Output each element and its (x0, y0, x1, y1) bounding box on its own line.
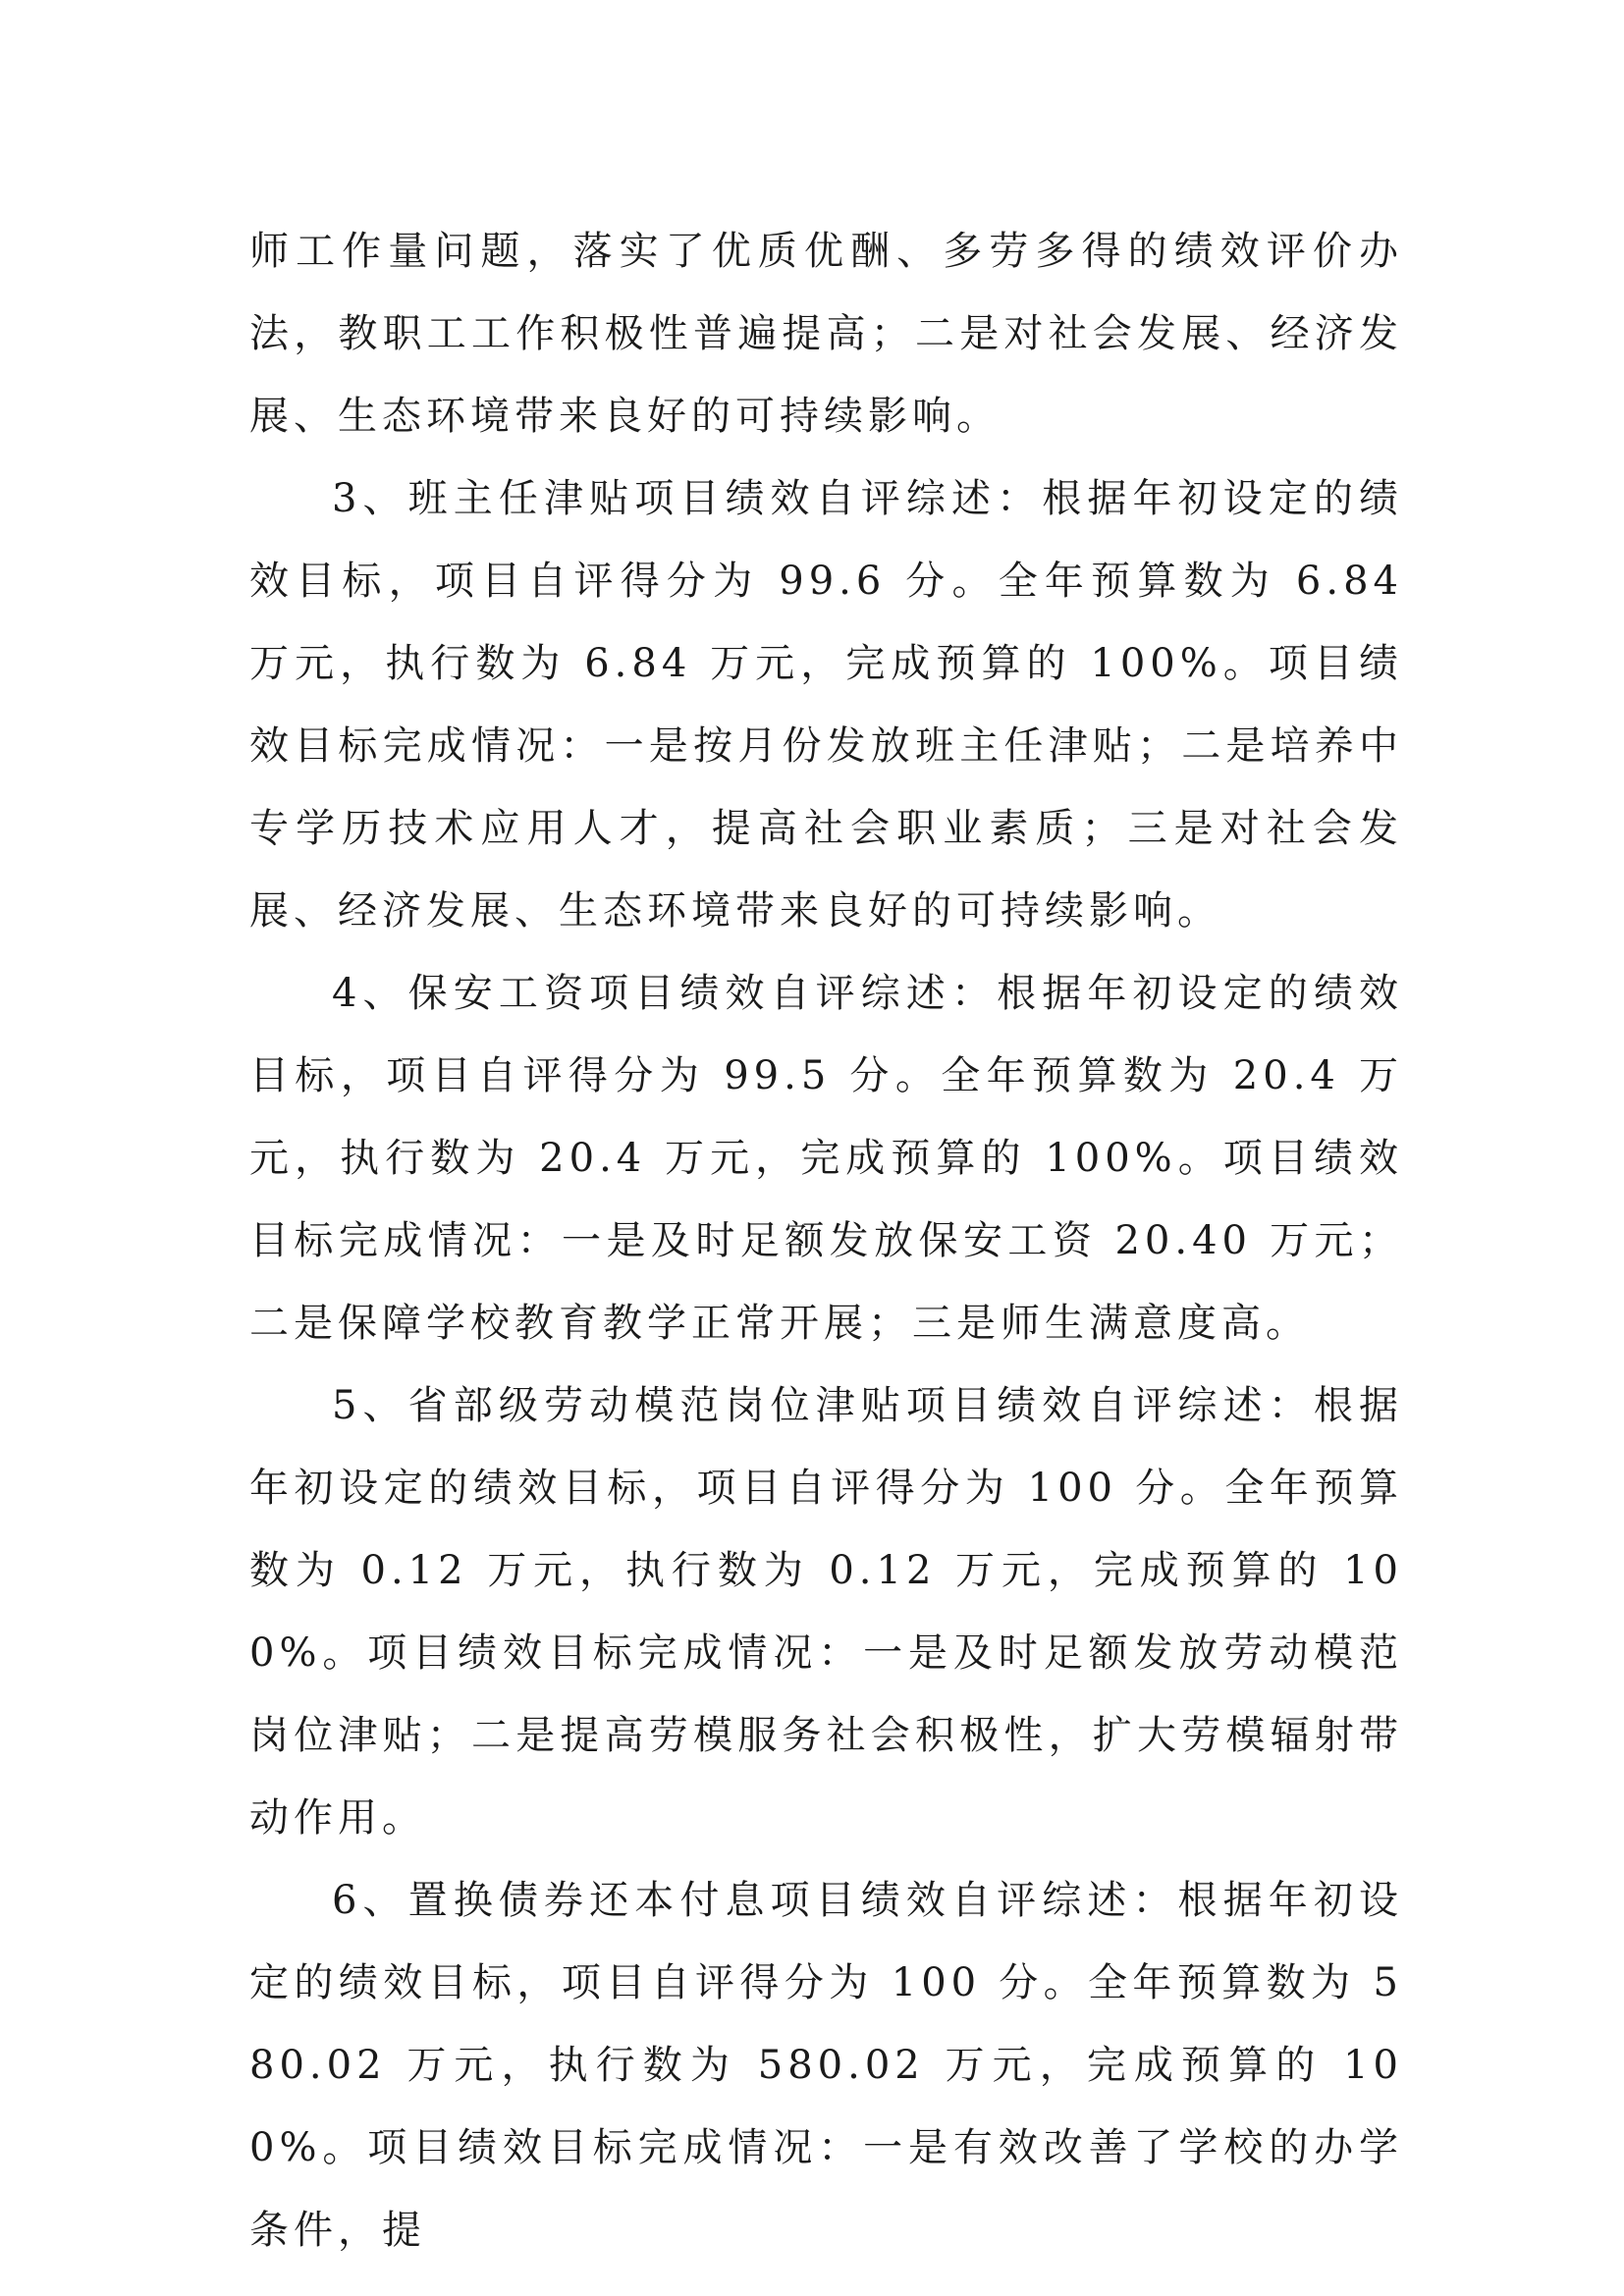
paragraph-item-6: 6、置换债券还本付息项目绩效自评综述：根据年初设定的绩效目标，项目自评得分为 100 分。全年预算数为 580.02 万元，执行数为 580.02 万元，完成预算的 100%。项目绩效目标完成情况：一是有效改善了学校的办学条件，提 (249, 1878, 1403, 2253)
paragraph-item-4: 4、保安工资项目绩效自评综述：根据年初设定的绩效目标，项目自评得分为 99.5 分。全年预算数为 20.4 万元，执行数为 20.4 万元，完成预算的 100%。项目绩效目标完成情况：一是及时足额发放保安工资 20.40 万元；二是保障学校教育教学正常开展；三是师生满意度高。 (249, 971, 1403, 1346)
paragraph-continuation: 师工作量问题，落实了优质优酬、多劳多得的绩效评价办法，教职工工作积极性普遍提高；二是对社会发展、经济发展、生态环境带来良好的可持续影响。 (249, 229, 1403, 439)
paragraph-item-5: 5、省部级劳动模范岗位津贴项目绩效自评综述：根据年初设定的绩效目标，项目自评得分为 100 分。全年预算数为 0.12 万元，执行数为 0.12 万元，完成预算的 100%。项目绩效目标完成情况：一是及时足额发放劳动模范岗位津贴；二是提高劳模服务社会积极性，扩大劳模辐射带动作用。 (249, 1383, 1403, 1841)
document-body (249, 210, 1403, 2271)
paragraph-item-3: 3、班主任津贴项目绩效自评综述：根据年初设定的绩效目标，项目自评得分为 99.6 分。全年预算数为 6.84 万元，执行数为 6.84 万元，完成预算的 100%。项目绩效目标完成情况：一是按月份发放班主任津贴；二是培养中专学历技术应用人才，提高社会职业素质；三是对社会发展、经济发展、生态环境带来良好的可持续影响。 (249, 476, 1403, 934)
